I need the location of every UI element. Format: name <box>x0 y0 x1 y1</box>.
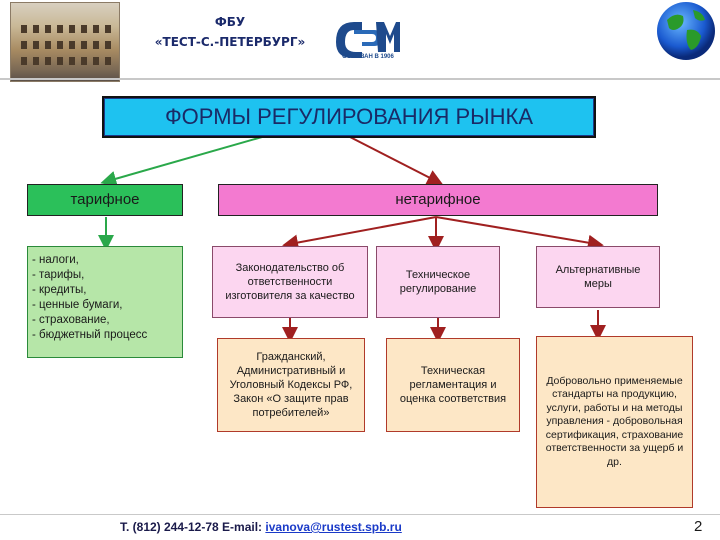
nontariff-node: нетарифное <box>218 184 658 216</box>
arrow-to-col3 <box>436 217 596 244</box>
alternative-measures-node <box>536 246 660 308</box>
voluntary-standards-label: Добровольно применяемые стандарты на продукцию, услуги, работы и на методы управления - добровольная сертификация, страхование ответственности за ущерб и др. <box>545 374 684 468</box>
tech-regulation-label: Техническое регулирование <box>399 269 477 295</box>
arrow-to-col1 <box>290 217 436 244</box>
voluntary-standards-node <box>536 336 693 508</box>
arrow-to-tariff <box>108 137 262 181</box>
root-node: ФОРМЫ РЕГУЛИРОВАНИЯ РЫНКА <box>104 98 594 136</box>
footer-divider <box>0 514 720 515</box>
alternative-measures-label: Альтернативные меры <box>555 264 641 290</box>
list-item: - тарифы, <box>32 269 85 281</box>
liability-law-label: Законодательство об ответственности изготовителя за качество <box>225 262 355 302</box>
org-line2: «ТЕСТ-С.-ПЕТЕРБУРГ» <box>154 35 306 49</box>
list-item: - страхование, <box>32 314 110 326</box>
tariff-list <box>27 246 183 358</box>
list-item: - бюджетный процесс <box>32 329 148 341</box>
tech-reglament-label: Техническая регламентация и оценка соответствия <box>399 365 507 405</box>
org-line1: ФБУ <box>214 15 246 29</box>
list-item: - кредиты, <box>32 284 87 296</box>
list-item: - налоги, <box>32 254 79 266</box>
list-item: - ценные бумаги, <box>32 299 123 311</box>
liability-law-node <box>212 246 368 318</box>
email-link[interactable]: ivanova@rustest.spb.ru <box>265 520 402 534</box>
page-number: 2 <box>694 518 703 535</box>
tech-regulation-node <box>376 246 500 318</box>
arrow-to-nontariff <box>350 137 436 181</box>
logo-caption: ОСНОВАН В 1906 <box>342 54 394 60</box>
codes-node <box>217 338 365 432</box>
tariff-node: тарифное <box>27 184 183 216</box>
footer-contact <box>120 520 402 534</box>
codes-label: Гражданский, Административный и Уголовный Кодексы РФ, Закон «О защите прав потребителей» <box>229 351 353 419</box>
contact-text: Т. (812) 244-12-78 E-mail: <box>120 520 266 534</box>
tech-reglament-node <box>386 338 520 432</box>
